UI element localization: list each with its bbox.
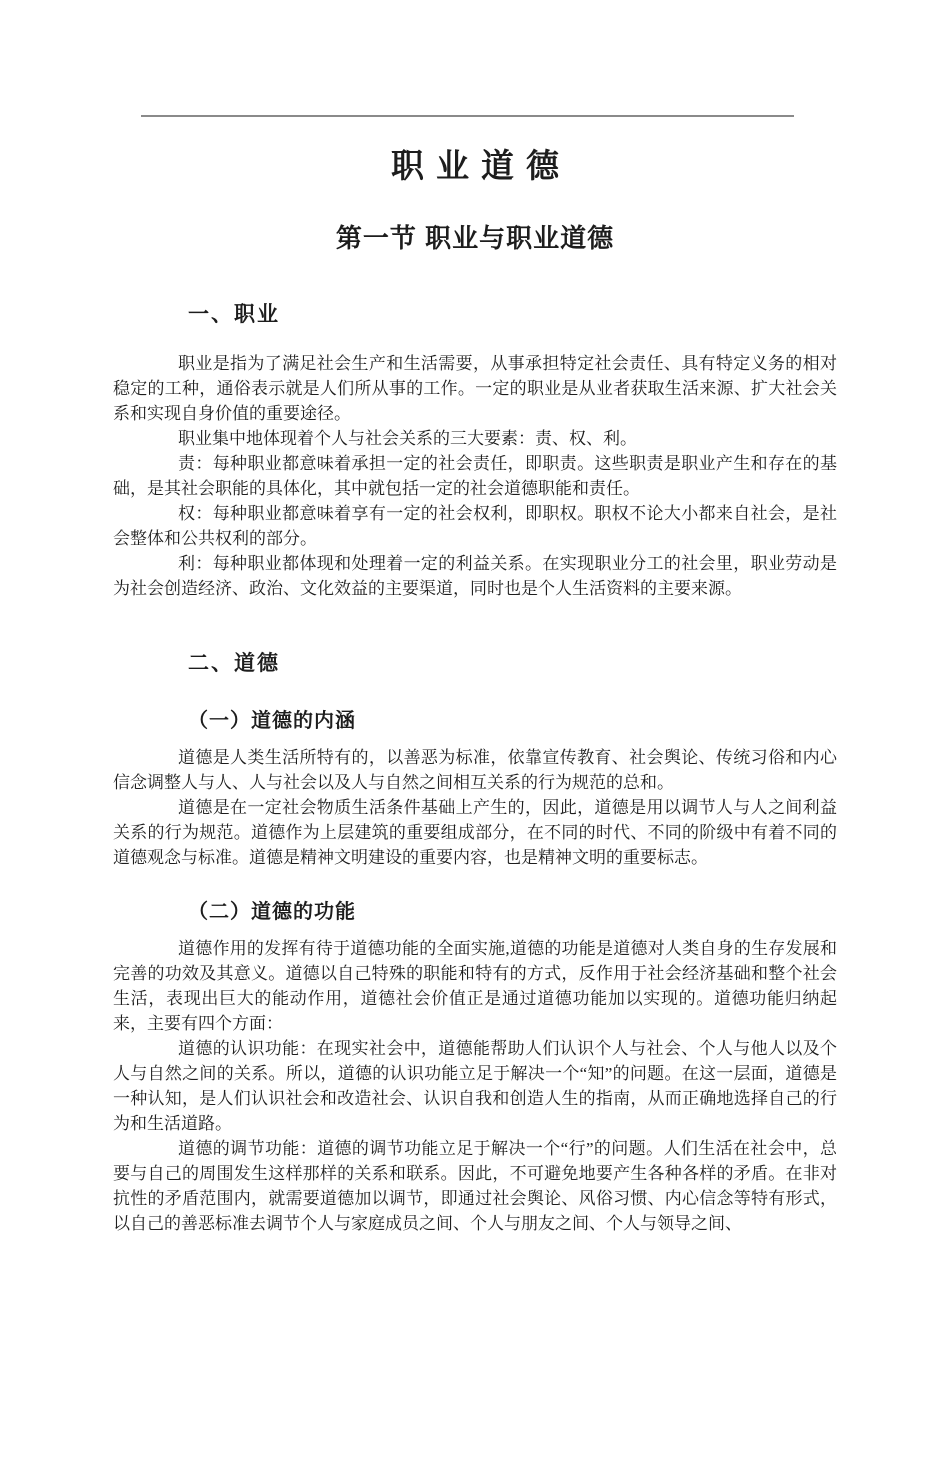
header-rule (141, 115, 794, 117)
section-2-part-1-heading: （一）道德的内涵 (188, 710, 356, 732)
section-2-part-2-body (113, 936, 837, 1236)
doc-title: 职业道德 (391, 149, 571, 185)
paragraph: 道德作用的发挥有待于道德功能的全面实施,道德的功能是道德对人类自身的生存发展和完善的功效及其意义。道德以自己特殊的职能和特有的方式，反作用于社会经济基础和整个社会生活，表现出巨大的能动作用，道德社会价值正是通过道德功能加以实现的。道德功能归纳起来，主要有四个方面： (113, 939, 837, 1033)
paragraph: 道德是在一定社会物质生活条件基础上产生的，因此，道德是用以调节人与人之间利益关系的行为规范。道德作为上层建筑的重要组成部分，在不同的时代、不同的阶级中有着不同的道德观念与标准。道德是精神文明建设的重要内容，也是精神文明的重要标志。 (113, 798, 837, 867)
chapter-heading: 第一节 职业与职业道德 (335, 223, 615, 253)
paragraph: 职业是指为了满足社会生产和生活需要，从事承担特定社会责任、具有特定义务的相对稳定的工种，通俗表示就是人们所从事的工作。一定的职业是从业者获取生活来源、扩大社会关系和实现自身价值的重要途径。 (113, 354, 837, 423)
paragraph: 责：每种职业都意味着承担一定的社会责任，即职责。这些职责是职业产生和存在的基础，是其社会职能的具体化，其中就包括一定的社会道德职能和责任。 (113, 454, 837, 498)
paragraph: 道德是人类生活所特有的，以善恶为标准，依靠宣传教育、社会舆论、传统习俗和内心信念调整人与人、人与社会以及人与自然之间相互关系的行为规范的总和。 (113, 748, 837, 792)
paragraph: 道德的认识功能：在现实社会中，道德能帮助人们认识个人与社会、个人与他人以及个人与自然之间的关系。所以，道德的认识功能立足于解决一个“知”的问题。在这一层面，道德是一种认知，是人们认识社会和改造社会、认识自我和创造人生的指南，从而正确地选择自己的行为和生活道路。 (113, 1039, 837, 1133)
section-2-part-1-body (113, 745, 837, 870)
paragraph: 权：每种职业都意味着享有一定的社会权利，即职权。职权不论大小都来自社会，是社会整体和公共权利的部分。 (113, 504, 837, 548)
paragraph: 职业集中地体现着个人与社会关系的三大要素：责、权、利。 (178, 429, 637, 448)
paragraph: 道德的调节功能：道德的调节功能立足于解决一个“行”的问题。人们生活在社会中，总要与自己的周围发生这样那样的关系和联系。因此，不可避免地要产生各种各样的矛盾。在非对抗性的矛盾范围内，就需要道德加以调节，即通过社会舆论、风俗习惯、内心信念等特有形式，以自己的善恶标准去调节个人与家庭成员之间、个人与朋友之间、个人与领导之间、 (113, 1139, 837, 1233)
section-1-body (113, 351, 837, 601)
section-2-part-2-heading: （二）道德的功能 (188, 901, 356, 923)
section-1-heading: 一、职业 (188, 303, 280, 326)
paragraph: 利：每种职业都体现和处理着一定的利益关系。在实现职业分工的社会里，职业劳动是为社会创造经济、政治、文化效益的主要渠道，同时也是个人生活资料的主要来源。 (113, 554, 837, 598)
section-2-heading: 二、道德 (188, 652, 280, 675)
document-page (0, 115, 950, 1459)
